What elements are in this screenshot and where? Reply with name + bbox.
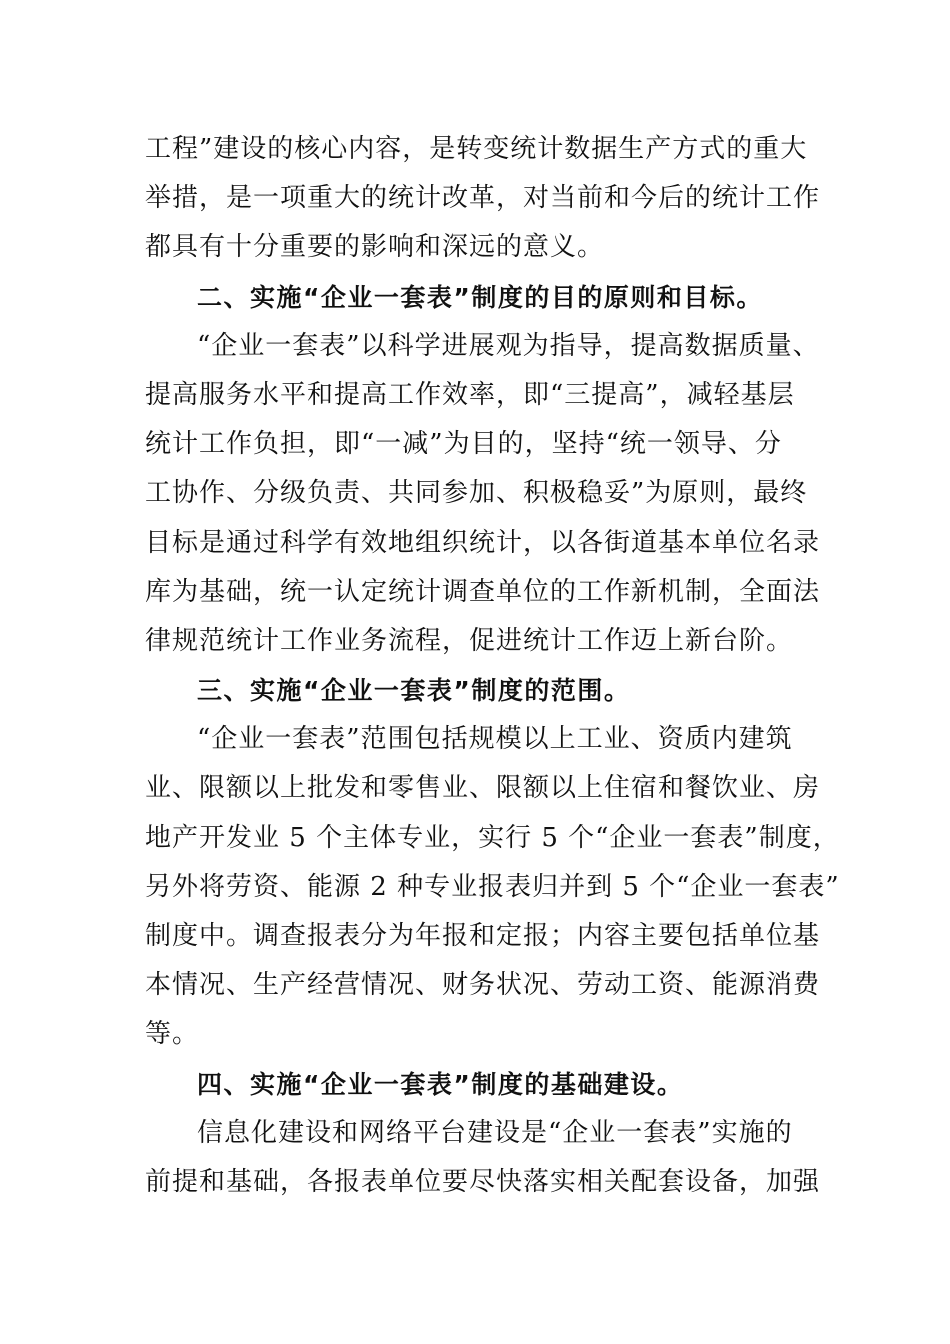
paragraph-start: 信息化建设和网络平台建设是“企业一套表”实施的 bbox=[197, 1117, 793, 1148]
text-line: 库为基础，统一认定统计调查单位的工作新机制，全面法 bbox=[145, 576, 821, 607]
text-line: 都具有十分重要的影响和深远的意义。 bbox=[145, 232, 605, 263]
section-heading-4: 四、实施“企业一套表”制度的基础建设。 bbox=[197, 1069, 684, 1099]
text-line: 制度中。调查报表分为年报和定报；内容主要包括单位基 bbox=[145, 921, 821, 951]
text-line: 举措，是一项重大的统计改革，对当前和今后的统计工作 bbox=[145, 183, 821, 214]
section-heading-2: 二、实施“企业一套表”制度的目的原则和目标。 bbox=[197, 282, 763, 312]
text-line: 前提和基础，各报表单位要尽快落实相关配套设备，加强 bbox=[145, 1166, 821, 1197]
text-line: 另外将劳资、能源 2 种专业报表归并到 5 个“企业一套表” bbox=[145, 871, 840, 902]
text-line: 提高服务水平和提高工作效率，即“三提高”，减轻基层 bbox=[145, 379, 795, 410]
text-line: 目标是通过科学有效地组织统计，以各街道基本单位名录 bbox=[145, 527, 821, 558]
text-line: 工协作、分级负责、共同参加、积极稳妥”为原则，最终 bbox=[145, 478, 808, 509]
text-line: 地产开发业 5 个主体专业，实行 5 个“企业一套表”制度， bbox=[145, 822, 840, 853]
text-line: 工程”建设的核心内容，是转变统计数据生产方式的重大 bbox=[145, 134, 808, 164]
paragraph-start: “企业一套表”范围包括规模以上工业、资质内建筑 bbox=[197, 724, 793, 755]
text-line: 本情况、生产经营情况、财务状况、劳动工资、能源消费 bbox=[145, 970, 821, 1001]
text-line: 律规范统计工作业务流程，促进统计工作迈上新台阶。 bbox=[145, 625, 794, 656]
text-line: 业、限额以上批发和零售业、限额以上住宿和餐饮业、房 bbox=[145, 773, 821, 804]
paragraph-start: “企业一套表”以科学进展观为指导，提高数据质量、 bbox=[197, 330, 820, 361]
document-body bbox=[145, 125, 840, 1207]
text-line: 等。 bbox=[145, 1019, 200, 1050]
text-line: 统计工作负担，即“一减”为目的，坚持“统一领导、分 bbox=[145, 429, 782, 460]
section-heading-3: 三、实施“企业一套表”制度的范围。 bbox=[197, 676, 631, 706]
